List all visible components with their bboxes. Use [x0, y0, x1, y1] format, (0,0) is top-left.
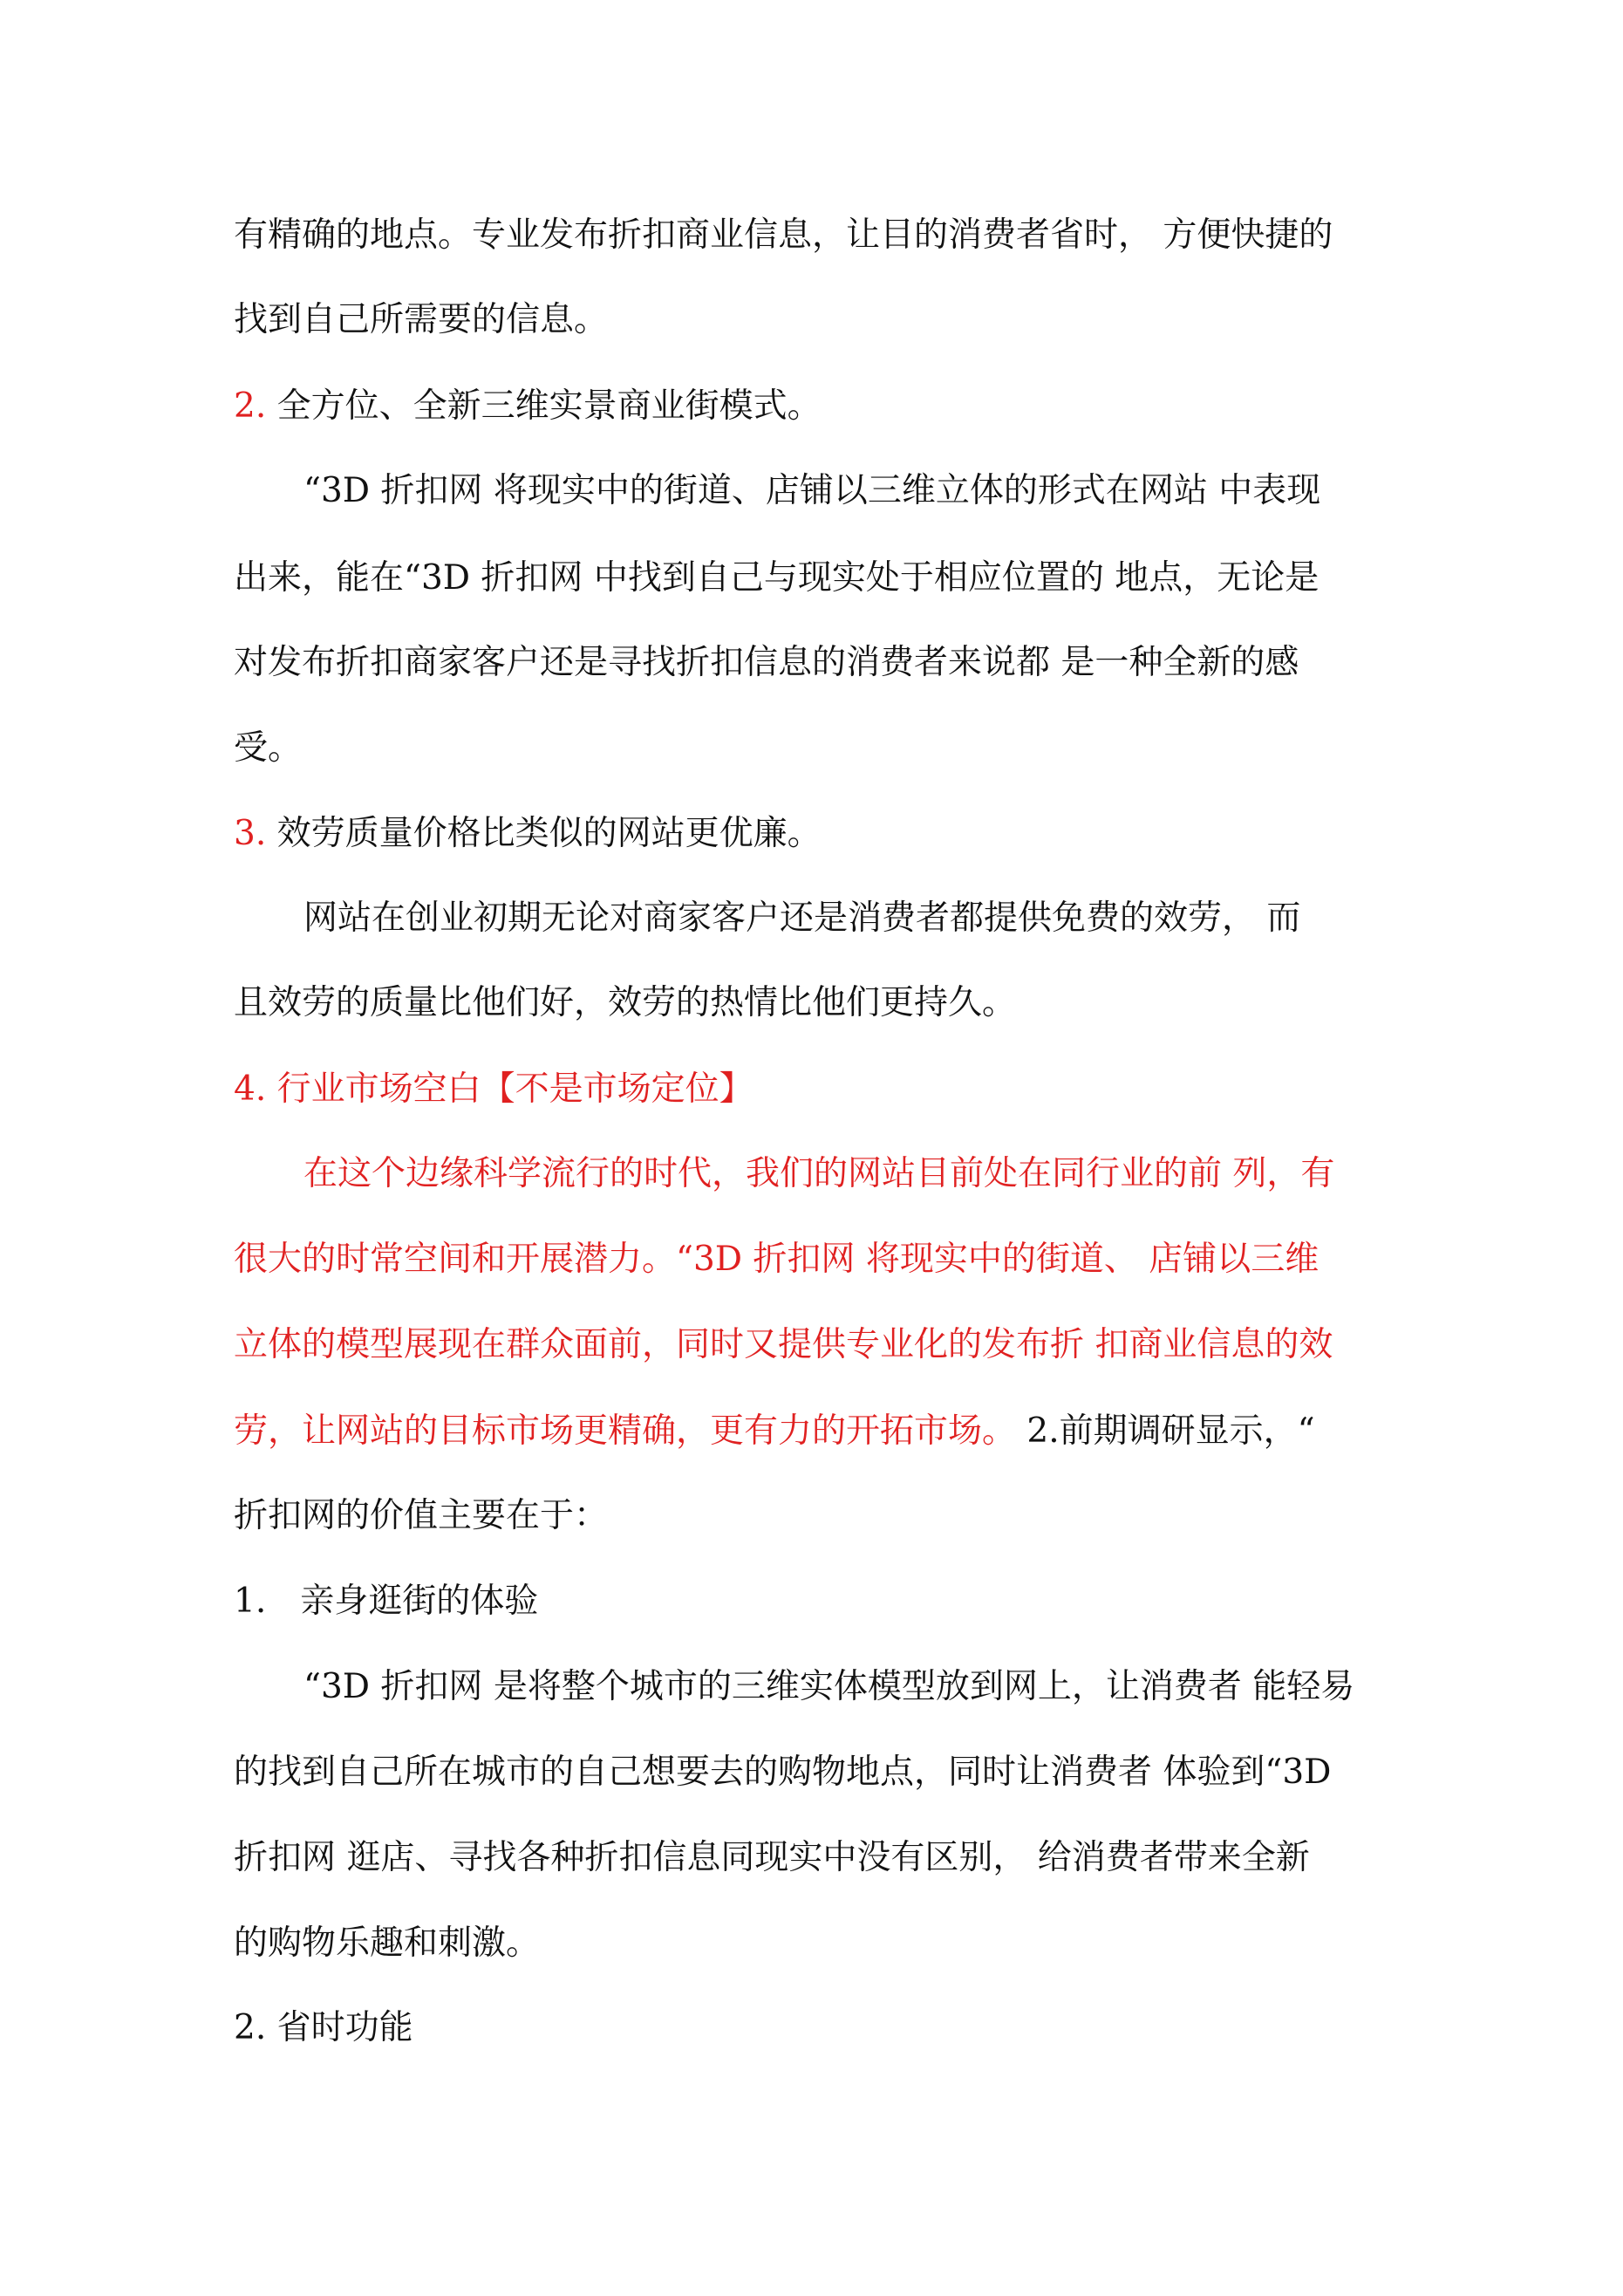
list-heading-1: 1. 亲身逛街的体验: [234, 1582, 539, 1621]
list-heading-2: [234, 386, 822, 427]
section-heading-red: 4. 行业市场空白【不是市场定位】: [234, 1069, 754, 1109]
paragraph-line: “3D 折扣网 将现实中的街道、店铺以三维立体的形式在网站 中表现: [303, 471, 1321, 510]
paragraph-line: 折扣网的价值主要在于：: [234, 1496, 609, 1535]
paragraph-line: 出来，能在“3D 折扣网 中找到自己与现实处于相应位置的 地点，无论是: [234, 558, 1320, 598]
mixed-paragraph-line: [234, 1411, 1315, 1452]
list-heading-text: 效劳质量价格比类似的网站更优廉。: [276, 814, 822, 853]
paragraph-line: “3D 折扣网 是将整个城市的三维实体模型放到网上，让消费者 能轻易: [303, 1667, 1355, 1706]
list-number: 3.: [234, 814, 267, 853]
paragraph-line: 的找到自己所在城市的自己想要去的购物地点，同时让消费者 体验到“3D: [234, 1753, 1332, 1792]
red-text: 劳，让网站的目标市场更精确，更有力的开拓市场。: [234, 1411, 1017, 1451]
list-heading-2b: 2. 省时功能: [234, 2008, 413, 2047]
paragraph-line: 折扣网 逛店、寻找各种折扣信息同现实中没有区别， 给消费者带来全新: [234, 1838, 1310, 1877]
black-text: 2.前期调研显示，“: [1016, 1411, 1315, 1451]
red-paragraph-line: 在这个边缘科学流行的时代，我们的网站目前处在同行业的前 列，有: [303, 1154, 1335, 1193]
red-paragraph-line: 立体的模型展现在群众面前，同时又提供专业化的发布折 扣商业信息的效: [234, 1325, 1333, 1364]
paragraph-line: 有精确的地点。专业发布折扣商业信息，让目的消费者省时， 方便快捷的: [234, 215, 1333, 255]
list-heading-3: [234, 814, 822, 855]
red-paragraph-line: 很大的时常空间和开展潜力。“3D 折扣网 将现实中的街道、 店铺以三维: [234, 1240, 1320, 1279]
paragraph-line: 对发布折扣商家客户还是寻找折扣信息的消费者来说都 是一种全新的感: [234, 643, 1299, 682]
list-heading-text: 全方位、全新三维实景商业街模式。: [276, 386, 822, 426]
paragraph-line: 且效劳的质量比他们好，效劳的热情比他们更持久。: [234, 983, 1017, 1022]
paragraph-line: 受。: [234, 728, 303, 768]
list-number: 2.: [234, 386, 267, 426]
paragraph-line: 的购物乐趣和刺激。: [234, 1924, 541, 1963]
paragraph-line: 网站在创业初期无论对商家客户还是消费者都提供免费的效劳， 而: [303, 899, 1301, 938]
paragraph-line: 找到自己所需要的信息。: [234, 300, 609, 339]
